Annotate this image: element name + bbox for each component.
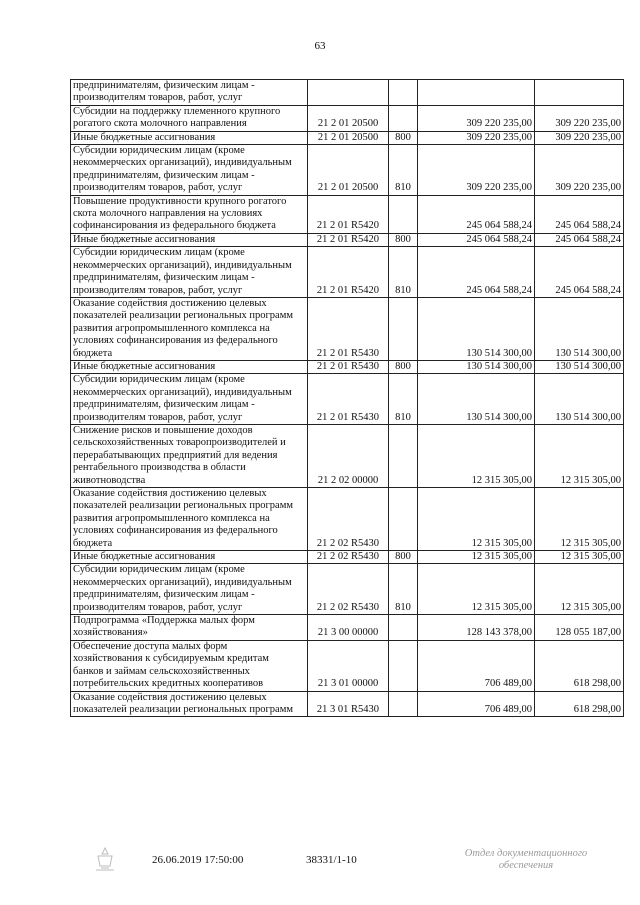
table-row [71,424,624,487]
table-row [71,297,624,360]
row-amount-2020-cell: 245 064 588,24 [418,195,535,233]
table-row [71,691,624,717]
row-name-cell [71,615,308,641]
row-name-text: Обеспечение доступа малых форм хозяйствования к субсидируемым кредитам банков и займам сельскохозяйственных потребительских кредитных кооперативов [73,640,269,690]
table-row [71,488,624,551]
row-name-cell [71,247,308,298]
row-name-cell [71,640,308,691]
row-name-text: Субсидии юридическим лицам (кроме некоммерческих организаций), индивидуальным предпринимателям, физическим лицам - производителям товаров, работ, услуг [73,247,292,296]
row-name-text: Оказание содействия достижению целевых показателей реализации региональных программ развития агропромышленного комплекса на условиях софинансирования из федерального бюджета [73,488,294,549]
row-code-cell: 21 2 02 R5430 [308,551,389,564]
footer-document-number: 38331/1-10 [306,854,357,866]
table-row [71,360,624,373]
row-code-cell: 21 2 01 R5430 [308,360,389,373]
row-code-cell: 21 2 01 20500 [308,145,389,196]
table-row [71,551,624,564]
row-code-cell: 21 3 01 R5430 [308,691,389,717]
row-name-text: Иные бюджетные ассигнования [73,233,216,245]
row-code-cell: 21 2 01 R5430 [308,374,389,425]
row-name-text: Иные бюджетные ассигнования [73,551,216,563]
row-name-cell [71,564,308,615]
row-amount-2021-cell: 309 220 235,00 [535,131,624,144]
row-amount-2020-cell: 12 315 305,00 [418,424,535,487]
row-amount-2021-cell: 309 220 235,00 [535,145,624,196]
row-expense-type-cell: 800 [389,233,418,246]
row-amount-2021-cell: 12 315 305,00 [535,488,624,551]
table-row [71,80,624,106]
table-row [71,131,624,144]
row-name-text: Иные бюджетные ассигнования [73,360,216,372]
row-amount-2020-cell: 245 064 588,24 [418,233,535,246]
row-code-cell: 21 2 02 R5430 [308,564,389,615]
row-amount-2020-cell: 12 315 305,00 [418,488,535,551]
row-expense-type-cell: 800 [389,551,418,564]
footer-stamp: Отдел документационного обеспечения [464,848,588,871]
table-row [71,374,624,425]
row-amount-2021-cell: 12 315 305,00 [535,564,624,615]
row-amount-2021-cell: 130 514 300,00 [535,374,624,425]
row-expense-type-cell [389,297,418,360]
row-code-cell: 21 2 02 R5430 [308,488,389,551]
row-name-cell [71,691,308,717]
row-expense-type-cell [389,105,418,131]
row-amount-2020-cell: 309 220 235,00 [418,105,535,131]
row-name-text: Субсидии на поддержку племенного крупного рогатого скота молочного направления [73,105,281,130]
row-name-cell [71,488,308,551]
row-code-cell: 21 3 00 00000 [308,615,389,641]
row-amount-2021-cell: 130 514 300,00 [535,297,624,360]
footer-date: 26.06.2019 17:50:00 [152,854,244,866]
row-expense-type-cell: 810 [389,145,418,196]
row-amount-2021-cell: 309 220 235,00 [535,105,624,131]
row-amount-2021-cell: 12 315 305,00 [535,424,624,487]
row-expense-type-cell: 810 [389,374,418,425]
row-expense-type-cell: 800 [389,131,418,144]
row-name-cell [71,105,308,131]
row-code-cell: 21 2 01 R5420 [308,233,389,246]
row-expense-type-cell [389,424,418,487]
row-name-cell [71,360,308,373]
row-amount-2020-cell: 12 315 305,00 [418,564,535,615]
row-expense-type-cell [389,615,418,641]
row-name-text: предпринимателям, физическим лицам - производителям товаров, работ, услуг [73,80,255,104]
row-amount-2020-cell: 130 514 300,00 [418,374,535,425]
row-amount-2020-cell: 706 489,00 [418,691,535,717]
table-row [71,105,624,131]
row-name-text: Повышение продуктивности крупного рогатого скота молочного направления на условиях софинансирования из федерального бюджета [73,195,287,232]
row-expense-type-cell [389,488,418,551]
table-row [71,195,624,233]
table-row [71,640,624,691]
row-name-cell [71,297,308,360]
row-amount-2021-cell: 245 064 588,24 [535,195,624,233]
row-amount-2021-cell: 245 064 588,24 [535,247,624,298]
row-code-cell: 21 2 01 20500 [308,131,389,144]
row-expense-type-cell [389,195,418,233]
row-amount-2020-cell: 130 514 300,00 [418,297,535,360]
row-amount-2021-cell: 128 055 187,00 [535,615,624,641]
row-code-cell: 21 2 01 R5420 [308,247,389,298]
row-amount-2020-cell [418,80,535,106]
table-row [71,564,624,615]
row-amount-2021-cell [535,80,624,106]
row-amount-2021-cell: 130 514 300,00 [535,360,624,373]
row-amount-2020-cell: 128 143 378,00 [418,615,535,641]
row-amount-2021-cell: 245 064 588,24 [535,233,624,246]
row-name-text: Снижение рисков и повышение доходов сельскохозяйственных товаропроизводителей и перерабатывающих предприятий для ведения рентабельного производства в области животноводства [73,424,286,486]
row-name-cell [71,374,308,425]
row-code-cell [308,80,389,106]
row-amount-2021-cell: 618 298,00 [535,691,624,717]
row-name-text: Оказание содействия достижению целевых показателей реализации региональных программ развития агропромышленного комплекса на условиях софинансирования из федерального бюджета [73,297,294,359]
row-name-text: Иные бюджетные ассигнования [73,131,216,143]
row-name-text: Субсидии юридическим лицам (кроме некоммерческих организаций), индивидуальным предпринимателям, физическим лицам - производителям товаров, работ, услуг [73,145,292,194]
budget-table [70,79,624,717]
row-amount-2020-cell: 245 064 588,24 [418,247,535,298]
row-name-cell [71,424,308,487]
row-name-cell [71,131,308,144]
row-amount-2021-cell: 12 315 305,00 [535,551,624,564]
page-number: 63 [314,40,326,52]
row-code-cell: 21 2 01 20500 [308,105,389,131]
row-name-text: Субсидии юридическим лицам (кроме некоммерческих организаций), индивидуальным предпринимателям, физическим лицам - производителям товаров, работ, услуг [73,564,292,613]
row-name-cell [71,80,308,106]
table-row [71,247,624,298]
row-code-cell: 21 3 01 00000 [308,640,389,691]
row-amount-2020-cell: 309 220 235,00 [418,145,535,196]
table-row [71,233,624,246]
row-name-cell [71,233,308,246]
row-expense-type-cell: 800 [389,360,418,373]
row-expense-type-cell: 810 [389,564,418,615]
row-amount-2020-cell: 309 220 235,00 [418,131,535,144]
emblem-icon [92,846,118,872]
row-expense-type-cell [389,640,418,691]
row-expense-type-cell [389,80,418,106]
row-name-cell [71,551,308,564]
row-amount-2020-cell: 12 315 305,00 [418,551,535,564]
row-amount-2021-cell: 618 298,00 [535,640,624,691]
row-name-text: Субсидии юридическим лицам (кроме некоммерческих организаций), индивидуальным предпринимателям, физическим лицам - производителям товаров, работ, услуг [73,374,292,423]
row-code-cell: 21 2 01 R5430 [308,297,389,360]
table-row [71,615,624,641]
row-expense-type-cell: 810 [389,247,418,298]
row-code-cell: 21 2 02 00000 [308,424,389,487]
table-row [71,145,624,196]
row-name-text: Подпрограмма «Поддержка малых форм хозяйствования» [73,615,255,639]
row-expense-type-cell [389,691,418,717]
row-code-cell: 21 2 01 R5420 [308,195,389,233]
row-name-cell [71,145,308,196]
row-name-cell [71,195,308,233]
row-amount-2020-cell: 130 514 300,00 [418,360,535,373]
row-name-text: Оказание содействия достижению целевых показателей реализации региональных программ [73,691,294,715]
row-amount-2020-cell: 706 489,00 [418,640,535,691]
